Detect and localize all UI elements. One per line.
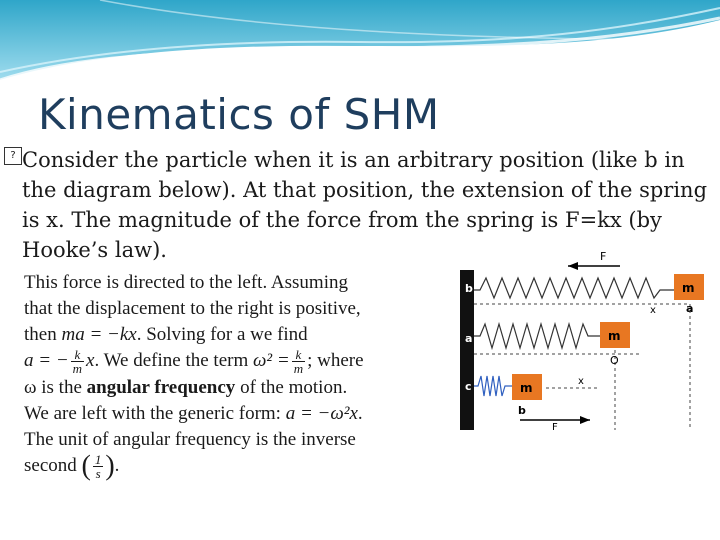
line-7: The unit of angular frequency is the inverse [24,429,356,451]
fraction-k-over-m: $\frac{k}{m}$ [72,347,83,377]
spring-mass-diagram [460,250,706,433]
origin-label: O [610,354,619,367]
line-6: We are left with the generic form: a = −ω²x. [24,403,363,425]
spring-a [474,324,600,348]
row-label-a: a [465,332,473,345]
spring-c [474,376,512,396]
equation-generic: a = −ω²x [285,403,358,425]
line-5: ω is the angular frequency of the motion. [24,377,348,399]
force-label-bottom: F [552,422,558,433]
bullet-icon: ? [4,147,22,165]
spring-b [474,278,674,298]
row-label-c: c [465,380,472,393]
force-label-top: F [600,250,607,263]
x-label-bottom: x [578,376,584,387]
pos-a-label: a [686,302,694,315]
slide-title: Kinematics of SHM [38,90,440,139]
intro-bullet [4,145,716,265]
equation-newton: ma = −kx [61,324,137,345]
pos-b-label: b [518,404,526,417]
fraction-k-over-m-2: $\frac{k}{m}$ [293,347,304,377]
mass-b-label: m [682,281,695,295]
header-banner [0,0,720,90]
row-label-b: b [465,282,473,295]
intro-text: Consider the particle when it is an arbitrary position (like b in the diagram below). At that position, the extension of the spring is x. The magnitude of the force from the spring is F=kx (by Hooke’s law). [22,148,708,262]
line-2: that the displacement to the right is positive, [24,298,361,319]
x-label-top: x [650,305,656,316]
explanation-text [24,270,464,480]
angular-frequency-term: angular frequency [86,377,236,399]
mass-c-label: m [520,381,533,395]
fraction-one-over-s: $\frac{1}{s}$ [94,452,102,482]
mass-a-label: m [608,329,621,343]
line-4: a = − $\frac{k}{m}$ x. We define the term ω² = $\frac{k}{m}$ ; where [24,347,364,377]
line-1: This force is directed to the left. Assuming [24,272,348,293]
line-8: second ( $\frac{1}{s}$ ). [24,450,120,482]
line-3: then ma = −kx. Solving for a we find [24,324,308,345]
